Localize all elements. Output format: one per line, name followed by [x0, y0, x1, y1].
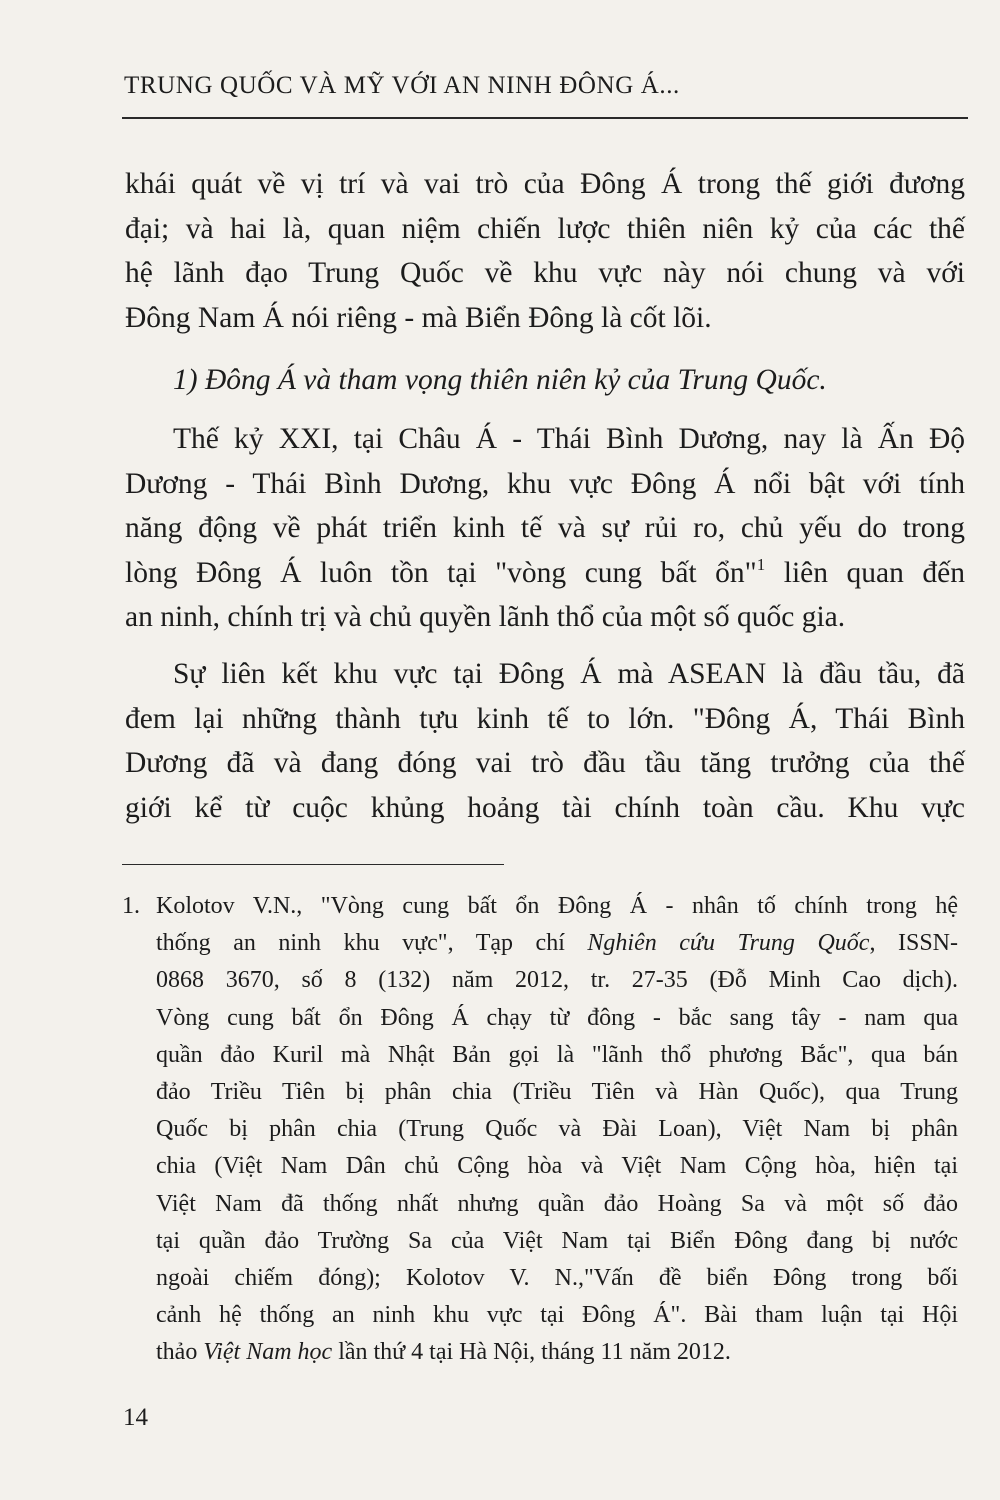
- footnote-line: ngoài chiếm đóng); Kolotov V. N.,"Vấn đề biển Đông trong bối: [156, 1264, 958, 1291]
- page-number: 14: [123, 1404, 148, 1431]
- footnote-reference: 1: [756, 554, 766, 574]
- section-heading-block: [125, 358, 965, 403]
- paragraph-2: [125, 417, 965, 640]
- text-segment: thống an ninh khu vực", Tạp chí: [156, 930, 588, 957]
- text-segment: thảo: [156, 1339, 204, 1366]
- footnote-line: [122, 888, 958, 925]
- text-segment: , ISSN-: [869, 930, 958, 957]
- footnote-number: 1.: [122, 893, 140, 919]
- text-segment: lần thứ 4 tại Hà Nội, tháng 11 năm 2012.: [332, 1339, 731, 1366]
- text-line: Thế kỷ XXI, tại Châu Á - Thái Bình Dương, nay là Ấn Độ: [173, 423, 965, 455]
- text-line: hệ lãnh đạo Trung Quốc về khu vực này nói chung và với: [125, 257, 965, 289]
- text-line: Đông Nam Á nói riêng - mà Biển Đông là cốt lõi.: [125, 301, 712, 334]
- footnote-line: cảnh hệ thống an ninh khu vực tại Đông Á". Bài tham luận tại Hội: [156, 1302, 958, 1329]
- journal-title: Nghiên cứu Trung Quốc: [587, 930, 870, 957]
- conference-title: Việt Nam học: [203, 1339, 333, 1366]
- header-rule: [122, 117, 968, 119]
- footnote-line: Quốc bị phân chia (Trung Quốc và Đài Loan), Việt Nam bị phân: [156, 1116, 958, 1143]
- footnote-line: quần đảo Kuril mà Nhật Bản gọi là "lãnh thổ phương Bắc", qua bán: [156, 1041, 958, 1068]
- paragraph-1: [125, 162, 965, 340]
- text-segment: lòng Đông Á luôn tồn tại "vòng cung bất ổn": [125, 556, 757, 589]
- footnote-line: Vòng cung bất ổn Đông Á chạy từ đông - bắc sang tây - nam qua: [156, 1004, 958, 1031]
- text-line: khái quát về vị trí và vai trò của Đông Á trong thế giới đương: [125, 168, 965, 200]
- text-line: an ninh, chính trị và chủ quyền lãnh thổ của một số quốc gia.: [125, 601, 846, 633]
- footnote-line: đảo Triều Tiên bị phân chia (Triều Tiên và Hàn Quốc), qua Trung: [156, 1078, 958, 1105]
- paragraph-3: [125, 652, 965, 830]
- text-segment: liên quan đến: [765, 556, 965, 589]
- text-line-with-footnote-ref: [125, 551, 965, 596]
- footnote-line: tại quần đảo Trường Sa của Việt Nam tại Biển Đông đang bị nước: [156, 1227, 958, 1254]
- footnote-line: Việt Nam đã thống nhất nhưng quần đảo Hoàng Sa và một số đảo: [156, 1190, 958, 1217]
- footnote: [122, 888, 958, 1371]
- running-header: TRUNG QUỐC VÀ MỸ VỚI AN NINH ĐÔNG Á...: [124, 72, 680, 99]
- text-line: đem lại những thành tựu kinh tế to lớn. "Đông Á, Thái Bình: [125, 702, 965, 735]
- text-line: năng động về phát triển kinh tế và sự rủi ro, chủ yếu do trong: [125, 512, 965, 544]
- footnote-line: 0868 3670, số 8 (132) năm 2012, tr. 27-35 (Đỗ Minh Cao dịch).: [156, 967, 958, 994]
- text-line: giới kể từ cuộc khủng hoảng tài chính toàn cầu. Khu vực: [125, 791, 965, 824]
- section-heading: 1) Đông Á và tham vọng thiên niên kỷ của Trung Quốc.: [173, 364, 827, 396]
- footnote-line: [122, 925, 958, 962]
- footnote-line: [122, 1334, 958, 1371]
- footnote-separator: [122, 864, 504, 865]
- text-line: đại; và hai là, quan niệm chiến lược thiên niên kỷ của các thế: [125, 212, 965, 245]
- text-segment: Kolotov V.N., "Vòng cung bất ổn Đông Á - nhân tố chính trong hệ: [156, 893, 958, 919]
- text-line: Dương đã và đang đóng vai trò đầu tầu tăng trưởng của thế: [125, 747, 965, 779]
- text-line: Dương - Thái Bình Dương, khu vực Đông Á nổi bật với tính: [125, 467, 965, 500]
- footnote-line: chia (Việt Nam Dân chủ Cộng hòa và Việt Nam Cộng hòa, hiện tại: [156, 1153, 958, 1180]
- text-line: Sự liên kết khu vực tại Đông Á mà ASEAN là đầu tầu, đã: [173, 658, 965, 690]
